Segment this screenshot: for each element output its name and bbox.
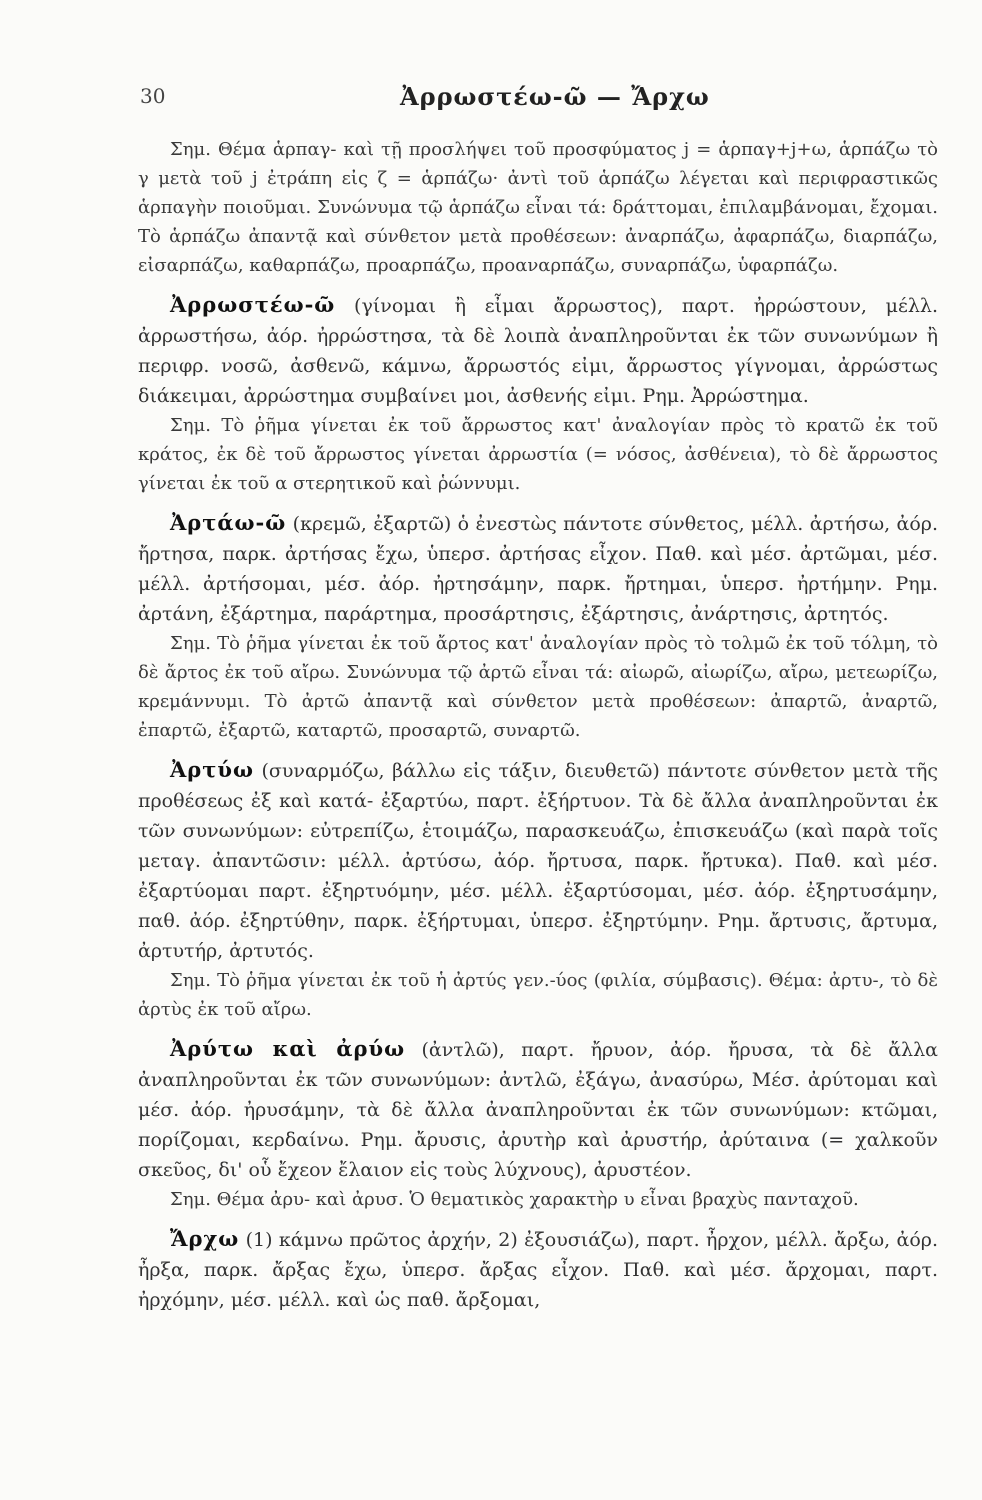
grammar-note: Σημ. Θέμα ἁρπαγ- καὶ τῇ προσλήψει τοῦ προσφύματος j = ἁρπαγ+j+ω, ἁρπάζω τὸ γ μετὰ τοῦ j ἐτράπη εἰς ζ = ἁρπάζω· ἀντὶ τοῦ ἁρπάζω λέγεται καὶ περιφραστικῶς ἁρπαγὴν ποιοῦμαι. Συνώνυμα τῷ ἁρπάζω εἶναι τά: δράττομαι, ἐπιλαμβάνομαι, ἔχομαι. Τὸ ἁρπάζω ἀπαντᾷ καὶ σύνθετον μετὰ προθέσεων: ἀναρπάζω, ἀφαρπάζω, διαρπάζω, εἰσαρπάζω, καθαρπάζω, προαρπάζω, προαναρπάζω, συναρπάζω, ὑφαρπάζω. bbox=[138, 139, 938, 276]
dictionary-entry bbox=[138, 755, 938, 966]
entry-definition: (συναρμόζω, βάλλω εἰς τάξιν, διευθετῶ) πάντοτε σύνθετον μετὰ τῆς προθέσεως ἐξ καὶ κατά- ἐξαρτύω, παρτ. ἐξήρτυον. Τὰ δὲ ἄλλα ἀναπληροῦνται ἐκ τῶν συνωνύμων: εὐτρεπίζω, ἑτοιμάζω, παρασκευάζω, ἐπισκευάζω (καὶ παρὰ τοῖς μεταγ. ἀπαντῶσιν: μέλλ. ἀρτύσω, ἀόρ. ἤρτυσα, παρκ. ἤρτυκα). Παθ. καὶ μέσ. ἐξαρτύομαι παρτ. ἐξηρτυόμην, μέσ. μέλλ. ἐξαρτύσομαι, μέσ. ἀόρ. ἐξηρτυσάμην, παθ. ἀόρ. ἐξηρτύθην, παρκ. ἐξήρτυμαι, ὑπερσ. ἐξηρτύμην. Ρημ. ἄρτυσις, ἄρτυμα, ἀρτυτήρ, ἀρτυτός. bbox=[138, 760, 938, 962]
page-number: 30 bbox=[140, 84, 166, 108]
grammar-note: Σημ. Τὸ ῥῆμα γίνεται ἐκ τοῦ ἡ ἀρτύς γεν.-ύος (φιλία, σύμβασις). Θέμα: ἀρτυ-, τὸ δὲ ἀρτὺς ἐκ τοῦ αἴρω. bbox=[138, 970, 938, 1020]
entry-headword: Ἀρτύω bbox=[170, 757, 254, 782]
entry-definition: (κρεμῶ, ἐξαρτῶ) ὁ ἐνεστὼς πάντοτε σύνθετος, μέλλ. ἀρτήσω, ἀόρ. ἤρτησα, παρκ. ἀρτήσας ἔχω, ὑπερσ. ἀρτήσας εἶχον. Παθ. καὶ μέσ. ἀρτῶμαι, μέσ. μέλλ. ἀρτήσομαι, μέσ. ἀόρ. ἠρτησάμην, παρκ. ἤρτημαι, ὑπερσ. ἠρτήμην. Ρημ. ἀρτάνη, ἐξάρτημα, παράρτημα, προσάρτησις, ἐξάρτησις, ἀνάρτησις, ἀρτητός. bbox=[138, 513, 938, 625]
dictionary-entry bbox=[138, 1034, 938, 1185]
entry-headword: Ἄρχω bbox=[170, 1226, 240, 1251]
entry-headword: Ἀρτάω-ῶ bbox=[170, 510, 287, 535]
entry-definition: (1) κάμνω πρῶτος ἀρχήν, 2) ἐξουσιάζω), παρτ. ἦρχον, μέλλ. ἄρξω, ἀόρ. ἦρξα, παρκ. ἄρξας ἔχω, ὑπερσ. ἄρξας εἶχον. Παθ. καὶ μέσ. ἄρχομαι, παρτ. ἠρχόμην, μέσ. μέλλ. καὶ ὡς παθ. ἄρξομαι, bbox=[138, 1229, 938, 1311]
grammar-note: Σημ. Τὸ ῥῆμα γίνεται ἐκ τοῦ ἄρρωστος κατ' ἀναλογίαν πρὸς τὸ κρατῶ ἐκ τοῦ κράτος, ἐκ δὲ τοῦ ἄρρωστος γίνεται ἀρρωστία (= νόσος, ἀσθένεια), τὸ δὲ ἄρρωστος γίνεται ἐκ τοῦ α στερητικοῦ καὶ ῥώννυμι. bbox=[138, 415, 938, 494]
entry-headword: Ἀρύτω καὶ ἀρύω bbox=[170, 1036, 406, 1061]
entry-definition: (γίνομαι ἢ εἶμαι ἄρρωστος), παρτ. ἠρρώστουν, μέλλ. ἀρρωστήσω, ἀόρ. ἠρρώστησα, τὰ δὲ λοιπὰ ἀναπληροῦνται ἐκ τῶν συνωνύμων ἢ περιφρ. νοσῶ, ἀσθενῶ, κάμνω, ἄρρωστός εἰμι, ἄρρωστος γίγνομαι, ἀρρώστως διάκειμαι, ἀρρώστημα συμβαίνει μοι, ἀσθενής εἰμι. Ρημ. Ἀρρώστημα. bbox=[138, 295, 938, 407]
entry-headword: Ἀρρωστέω-ῶ bbox=[170, 292, 336, 317]
grammar-note: Σημ. Θέμα ἀρυ- καὶ ἀρυσ. Ὁ θεματικὸς χαρακτὴρ υ εἶναι βραχὺς πανταχοῦ. bbox=[170, 1189, 859, 1210]
entry-definition: (ἀντλῶ), παρτ. ἤρυον, ἀόρ. ἤρυσα, τὰ δὲ ἄλλα ἀναπληροῦνται ἐκ τῶν συνωνύμων: ἀντλῶ, ἐξάγω, ἀνασύρω, Μέσ. ἀρύτομαι καὶ μέσ. ἀόρ. ἠρυσάμην, τὰ δὲ ἄλλα ἀναπληροῦνται ἐκ τῶν συνωνύμων: κτῶμαι, πορίζομαι, κερδαίνω. Ρημ. ἄρυσις, ἀρυτὴρ καὶ ἀρυστήρ, ἀρύταινα (= χαλκοῦν σκεῦος, δι' οὗ ἔχεον ἔλαιον εἰς τοὺς λύχνους), ἀρυστέον. bbox=[138, 1039, 938, 1181]
dictionary-entry bbox=[138, 508, 938, 629]
dictionary-entry bbox=[138, 1224, 938, 1315]
running-head: Ἀρρωστέω-ῶ — Ἄρχω bbox=[400, 82, 710, 111]
grammar-note: Σημ. Τὸ ῥῆμα γίνεται ἐκ τοῦ ἄρτος κατ' ἀναλογίαν πρὸς τὸ τολμῶ ἐκ τοῦ τόλμη, τὸ δὲ ἄρτος ἐκ τοῦ αἴρω. Συνώνυμα τῷ ἀρτῶ εἶναι τά: αἰωρῶ, αἰωρίζω, αἴρω, μετεωρίζω, κρεμάννυμι. Τὸ ἀρτῶ ἀπαντᾷ καὶ σύνθετον μετὰ προθέσεων: ἀπαρτῶ, ἀναρτῶ, ἐπαρτῶ, ἐξαρτῶ, καταρτῶ, προσαρτῶ, συναρτῶ. bbox=[138, 633, 938, 741]
page-body bbox=[138, 135, 938, 1315]
dictionary-entry bbox=[138, 290, 938, 411]
page-header bbox=[140, 82, 940, 118]
